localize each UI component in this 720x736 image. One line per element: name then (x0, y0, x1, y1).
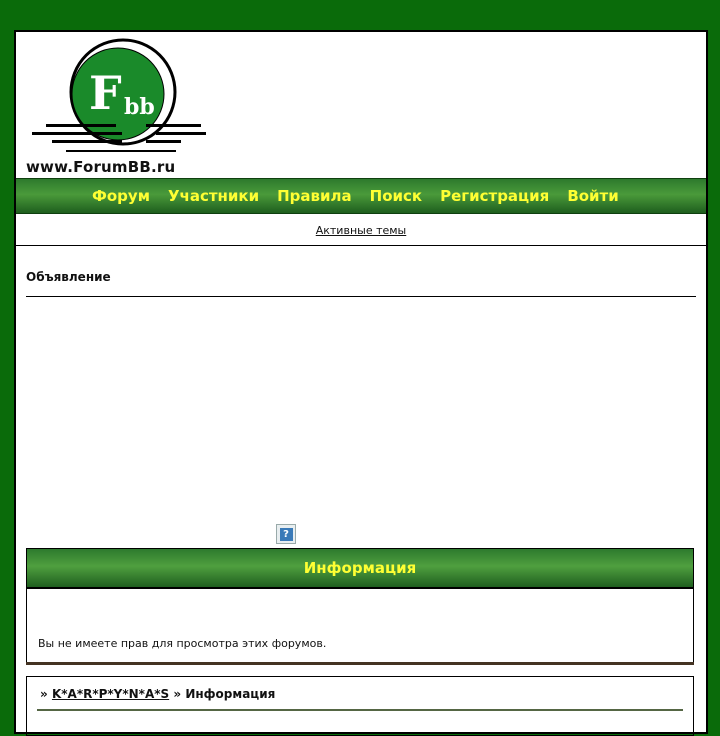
active-topics-link[interactable]: Активные темы (315, 223, 407, 237)
nav-search-link[interactable]: Поиск (369, 187, 423, 205)
nav-forum-link[interactable]: Форум (92, 187, 150, 205)
breadcrumb-separator: » (40, 687, 48, 701)
breadcrumb-current: Информация (185, 687, 276, 701)
breadcrumb (40, 687, 275, 701)
nav-rules-link[interactable]: Правила (277, 187, 352, 205)
no-permission-message: Вы не имеете прав для просмотра этих форумов. (38, 637, 327, 650)
nav-register-link[interactable]: Регистрация (440, 187, 550, 205)
nav-members-link[interactable]: Участники (167, 187, 260, 205)
info-panel-body (27, 589, 693, 663)
sub-navigation (16, 215, 706, 246)
site-header (16, 32, 706, 178)
announcement-divider (26, 296, 696, 297)
announcement-title: Объявление (26, 270, 111, 284)
info-panel (26, 548, 694, 664)
info-panel-bottom-border (26, 662, 694, 665)
breadcrumb-separator: » (173, 687, 182, 701)
logo-url-text: www.ForumBB.ru (26, 158, 176, 176)
forumbb-logo[interactable] (26, 32, 226, 178)
breadcrumb-divider (37, 709, 683, 711)
logo-letter: F (89, 66, 122, 120)
main-navigation (16, 178, 706, 214)
logo-small-letters: bb (124, 94, 155, 120)
help-icon[interactable]: ? (276, 524, 296, 544)
breadcrumb-forum-link[interactable]: K*A*R*P*Y*N*A*S (51, 687, 170, 701)
forum-page (14, 30, 708, 734)
nav-login-link[interactable]: Войти (567, 187, 619, 205)
breadcrumb-panel (26, 676, 694, 736)
info-panel-title: Информация (27, 549, 693, 589)
